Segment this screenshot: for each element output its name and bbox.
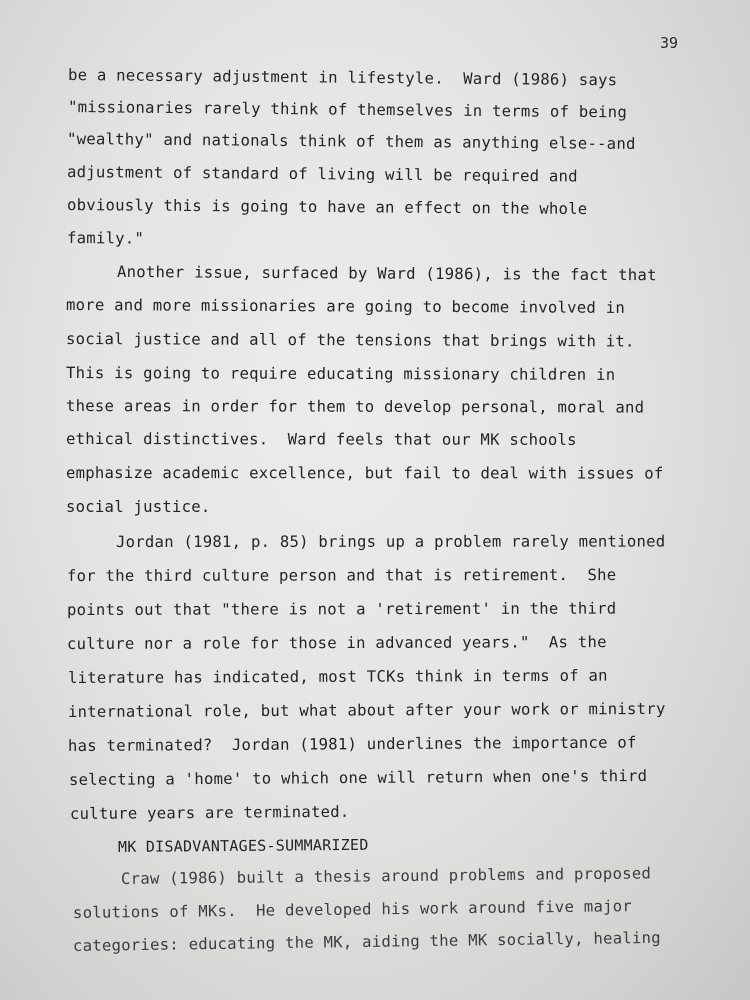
text-line: international role, but what about after your work or ministry bbox=[67, 699, 666, 721]
text-line: emphasize academic excellence, but fail to deal with issues of bbox=[65, 464, 664, 483]
text-line: Craw (1986) built a thesis around problems and proposed bbox=[120, 864, 652, 888]
text-line: This is going to require educating missionary children in bbox=[65, 364, 616, 384]
text-line: family." bbox=[66, 229, 145, 248]
text-line: points out that "there is not a 'retirement' in the third bbox=[66, 599, 617, 619]
text-line: Jordan (1981, p. 85) brings up a problem rarely mentioned bbox=[115, 532, 666, 551]
text-line: adjustment of standard of living will be required and bbox=[66, 163, 578, 186]
text-line: Another issue, surfaced by Ward (1986), is the fact that bbox=[116, 263, 657, 285]
text-line: for the third culture person and that is retirement. She bbox=[66, 566, 617, 585]
text-line: social justice and all of the tensions that brings with it. bbox=[65, 330, 635, 351]
text-line: "wealthy" and nationals think of them as anything else--and bbox=[66, 130, 636, 153]
text-line: obviously this is going to have an effect on the whole bbox=[66, 196, 588, 219]
text-line: selecting a 'home' to which one will return when one's third bbox=[68, 766, 648, 789]
text-line: be a necessary adjustment in lifestyle. Ward (1986) says bbox=[67, 66, 618, 90]
text-line: more and more missionaries are going to become involved in bbox=[65, 296, 626, 317]
text-line: ethical distinctives. Ward feels that our MK schools bbox=[65, 430, 577, 449]
text-line: culture nor a role for those in advanced years." As the bbox=[66, 633, 607, 653]
page-number: 39 bbox=[660, 34, 679, 52]
text-line: solutions of MKs. He developed his work around five major bbox=[72, 897, 633, 922]
text-line: these areas in order for them to develop personal, moral and bbox=[65, 397, 645, 417]
text-line: categories: educating the MK, aiding the MK socially, healing bbox=[72, 928, 661, 955]
text-line: "missionaries rarely think of themselves in terms of being bbox=[67, 98, 628, 122]
text-line: social justice. bbox=[66, 498, 211, 516]
text-line: culture years are terminated. bbox=[69, 802, 350, 823]
text-line: has terminated? Jordan (1981) underlines the importance of bbox=[67, 733, 637, 755]
section-heading: MK DISADVANTAGES-SUMMARIZED bbox=[117, 835, 369, 856]
text-line: literature has indicated, most TCKs think in terms of an bbox=[67, 666, 608, 687]
